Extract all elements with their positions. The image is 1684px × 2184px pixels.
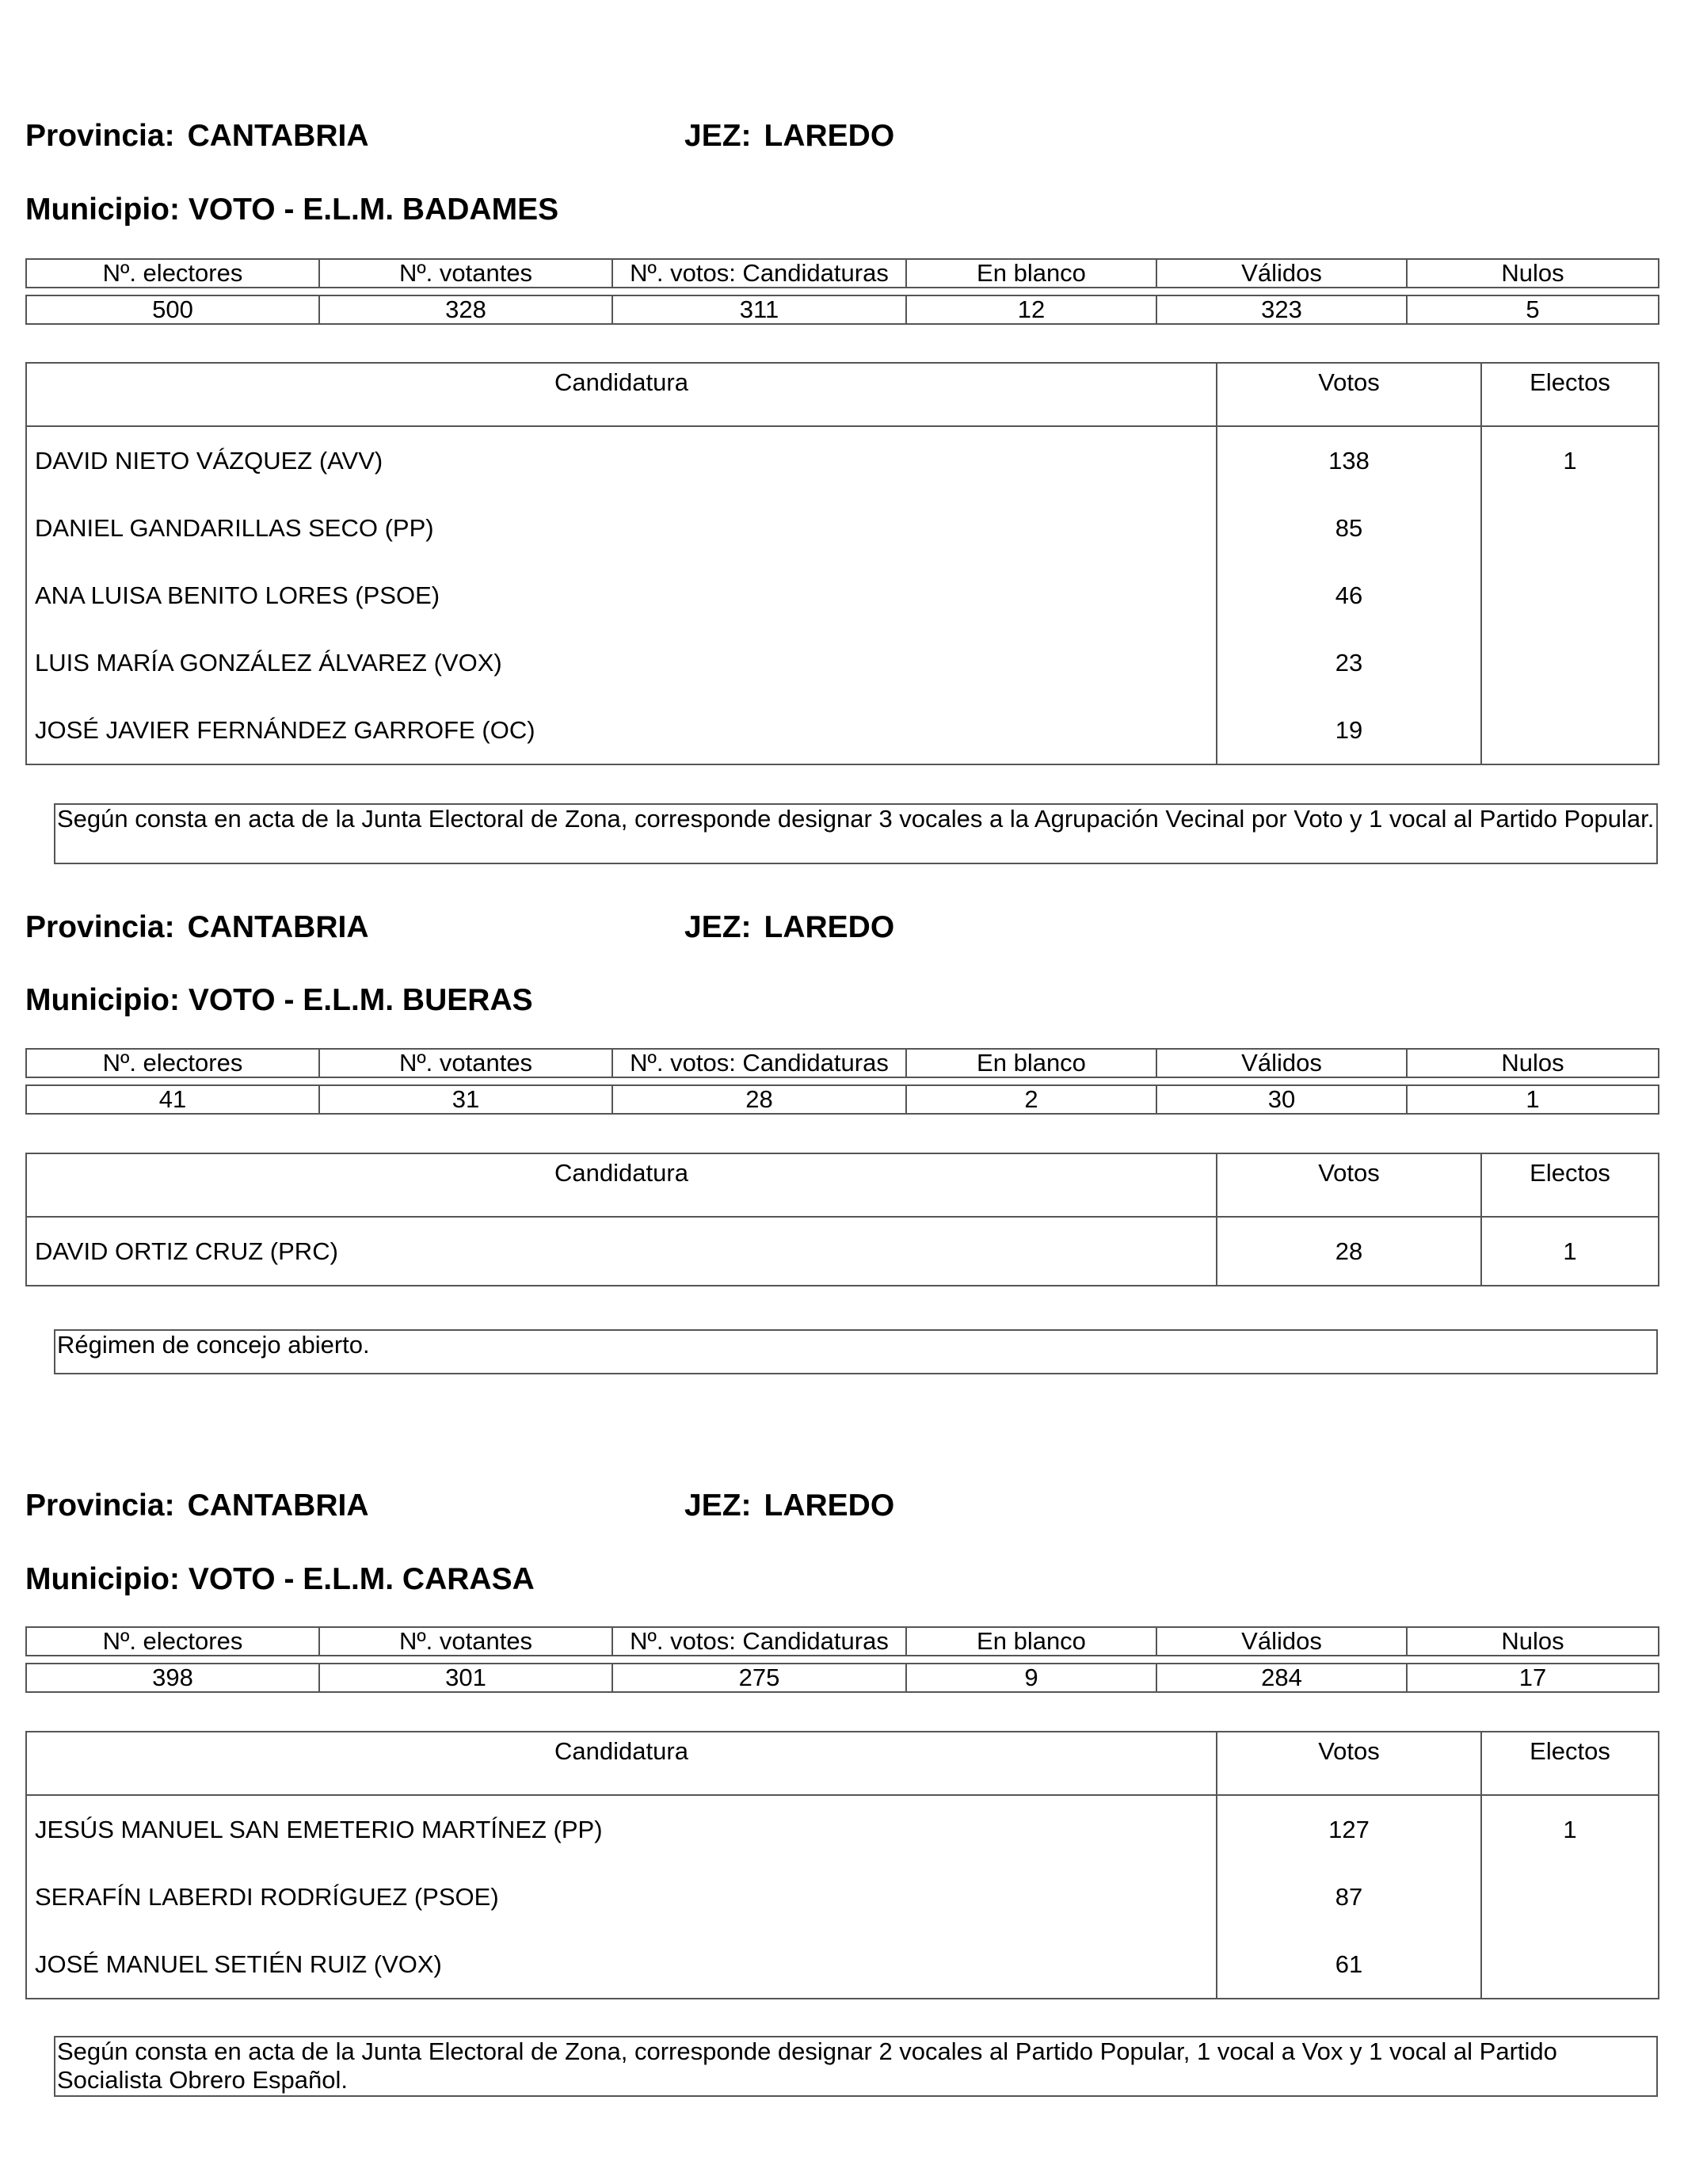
- stats-header: En blanco: [906, 1049, 1156, 1077]
- stats-value: 5: [1407, 295, 1659, 324]
- candidates-table: [25, 1153, 1659, 1286]
- candidate-row: [26, 1795, 1659, 1863]
- stats-header: Nº. electores: [26, 259, 319, 288]
- candidate-votes: 85: [1217, 494, 1481, 562]
- candidate-row: [26, 696, 1659, 764]
- stats-value-row: [26, 1085, 1659, 1114]
- candidates-header-row: [26, 1153, 1659, 1217]
- stats-header: Nº. votos: Candidaturas: [612, 1627, 906, 1656]
- candidate-votes: 46: [1217, 562, 1481, 629]
- jez-line: [684, 1490, 894, 1521]
- candidate-votes: 23: [1217, 629, 1481, 696]
- jez-line: [684, 120, 894, 151]
- votos-header: Votos: [1217, 363, 1481, 426]
- stats-header: Nº. votantes: [319, 259, 612, 288]
- stats-value: 31: [319, 1085, 612, 1114]
- candidate-elected: [1481, 696, 1659, 764]
- jez-label: JEZ:: [684, 1488, 752, 1523]
- jez-label: JEZ:: [684, 910, 752, 944]
- candidate-votes: 127: [1217, 1795, 1481, 1863]
- jez-label: JEZ:: [684, 119, 752, 153]
- stats-value: 275: [612, 1664, 906, 1692]
- stats-value: 41: [26, 1085, 319, 1114]
- stats-header: Nulos: [1407, 259, 1659, 288]
- candidate-name: JESÚS MANUEL SAN EMETERIO MARTÍNEZ (PP): [26, 1795, 1217, 1863]
- municipio-value: VOTO - E.L.M. BADAMES: [188, 192, 559, 227]
- stats-table: [25, 1626, 1659, 1693]
- stats-header-row: [26, 1627, 1659, 1656]
- stats-table: [25, 1048, 1659, 1115]
- stats-value-row: [26, 295, 1659, 324]
- stats-value: 311: [612, 295, 906, 324]
- candidate-votes: 138: [1217, 426, 1481, 494]
- jez-value: LAREDO: [764, 119, 895, 153]
- candidate-row: [26, 1217, 1659, 1286]
- candidate-row: [26, 1931, 1659, 1999]
- stats-value: 301: [319, 1664, 612, 1692]
- candidate-elected: 1: [1481, 1795, 1659, 1863]
- votos-header: Votos: [1217, 1153, 1481, 1217]
- stats-value: 323: [1156, 295, 1407, 324]
- candidate-name: DANIEL GANDARILLAS SECO (PP): [26, 494, 1217, 562]
- stats-header: Válidos: [1156, 259, 1407, 288]
- stats-header: Nº. electores: [26, 1627, 319, 1656]
- provincia-line: [25, 1490, 369, 1521]
- candidates-table: [25, 362, 1659, 765]
- stats-header: Nulos: [1407, 1049, 1659, 1077]
- stats-header: Válidos: [1156, 1627, 1407, 1656]
- candidates-header-row: [26, 1732, 1659, 1795]
- municipio-line: [25, 194, 558, 225]
- candidate-row: [26, 426, 1659, 494]
- stats-header: En blanco: [906, 259, 1156, 288]
- candidatura-header: Candidatura: [26, 1732, 1217, 1795]
- jez-value: LAREDO: [764, 1488, 895, 1523]
- jez-note: Según consta en acta de la Junta Electoral de Zona, corresponde designar 3 vocales a la Agrupación Vecinal por Voto y 1 vocal al Partido Popular.: [54, 803, 1658, 864]
- jez-note: Régimen de concejo abierto.: [54, 1329, 1658, 1374]
- candidate-row: [26, 562, 1659, 629]
- candidate-elected: [1481, 562, 1659, 629]
- candidate-votes: 28: [1217, 1217, 1481, 1286]
- stats-header-row: [26, 259, 1659, 288]
- candidate-name: DAVID ORTIZ CRUZ (PRC): [26, 1217, 1217, 1286]
- provincia-value: CANTABRIA: [187, 1488, 369, 1523]
- stats-header: En blanco: [906, 1627, 1156, 1656]
- candidate-votes: 61: [1217, 1931, 1481, 1999]
- candidatura-header: Candidatura: [26, 1153, 1217, 1217]
- candidatura-header: Candidatura: [26, 363, 1217, 426]
- stats-value: 284: [1156, 1664, 1407, 1692]
- provincia-line: [25, 120, 369, 151]
- candidate-elected: [1481, 1931, 1659, 1999]
- stats-header: Nº. votos: Candidaturas: [612, 1049, 906, 1077]
- candidate-row: [26, 494, 1659, 562]
- provincia-label: Provincia:: [25, 119, 175, 153]
- stats-value: 500: [26, 295, 319, 324]
- candidate-row: [26, 1863, 1659, 1931]
- candidate-votes: 87: [1217, 1863, 1481, 1931]
- stats-header: Nº. votantes: [319, 1627, 612, 1656]
- candidate-elected: 1: [1481, 426, 1659, 494]
- candidate-name: ANA LUISA BENITO LORES (PSOE): [26, 562, 1217, 629]
- candidate-row: [26, 629, 1659, 696]
- candidates-table: [25, 1731, 1659, 1999]
- stats-value-row: [26, 1664, 1659, 1692]
- stats-header: Nº. votantes: [319, 1049, 612, 1077]
- stats-value: 398: [26, 1664, 319, 1692]
- candidate-name: LUIS MARÍA GONZÁLEZ ÁLVAREZ (VOX): [26, 629, 1217, 696]
- stats-value: 17: [1407, 1664, 1659, 1692]
- stats-value: 1: [1407, 1085, 1659, 1114]
- electos-header: Electos: [1481, 1153, 1659, 1217]
- candidates-header-row: [26, 363, 1659, 426]
- provincia-value: CANTABRIA: [187, 119, 369, 153]
- municipio-value: VOTO - E.L.M. BUERAS: [188, 983, 533, 1017]
- municipio-label: Municipio:: [25, 1562, 180, 1596]
- jez-line: [684, 912, 894, 943]
- candidate-elected: [1481, 494, 1659, 562]
- candidate-elected: [1481, 629, 1659, 696]
- candidate-name: JOSÉ MANUEL SETIÉN RUIZ (VOX): [26, 1931, 1217, 1999]
- candidate-elected: 1: [1481, 1217, 1659, 1286]
- stats-header: Nulos: [1407, 1627, 1659, 1656]
- stats-value: 2: [906, 1085, 1156, 1114]
- stats-header: Válidos: [1156, 1049, 1407, 1077]
- municipio-label: Municipio:: [25, 983, 180, 1017]
- stats-value: 28: [612, 1085, 906, 1114]
- municipio-line: [25, 985, 533, 1016]
- stats-header: Nº. electores: [26, 1049, 319, 1077]
- municipio-line: [25, 1564, 535, 1595]
- candidate-name: SERAFÍN LABERDI RODRÍGUEZ (PSOE): [26, 1863, 1217, 1931]
- jez-value: LAREDO: [764, 910, 895, 944]
- provincia-line: [25, 912, 369, 943]
- candidate-elected: [1481, 1863, 1659, 1931]
- stats-value: 30: [1156, 1085, 1407, 1114]
- stats-header-row: [26, 1049, 1659, 1077]
- votos-header: Votos: [1217, 1732, 1481, 1795]
- provincia-label: Provincia:: [25, 910, 175, 944]
- municipio-label: Municipio:: [25, 192, 180, 227]
- stats-value: 9: [906, 1664, 1156, 1692]
- candidate-name: DAVID NIETO VÁZQUEZ (AVV): [26, 426, 1217, 494]
- municipio-value: VOTO - E.L.M. CARASA: [188, 1562, 535, 1596]
- candidate-votes: 19: [1217, 696, 1481, 764]
- stats-header: Nº. votos: Candidaturas: [612, 259, 906, 288]
- jez-note: Según consta en acta de la Junta Electoral de Zona, corresponde designar 2 vocales al Partido Popular, 1 vocal a Vox y 1 vocal al Partido Socialista Obrero Español.: [54, 2036, 1658, 2097]
- stats-table: [25, 258, 1659, 325]
- electos-header: Electos: [1481, 363, 1659, 426]
- provincia-label: Provincia:: [25, 1488, 175, 1523]
- stats-value: 328: [319, 295, 612, 324]
- candidate-name: JOSÉ JAVIER FERNÁNDEZ GARROFE (OC): [26, 696, 1217, 764]
- electos-header: Electos: [1481, 1732, 1659, 1795]
- provincia-value: CANTABRIA: [187, 910, 369, 944]
- stats-value: 12: [906, 295, 1156, 324]
